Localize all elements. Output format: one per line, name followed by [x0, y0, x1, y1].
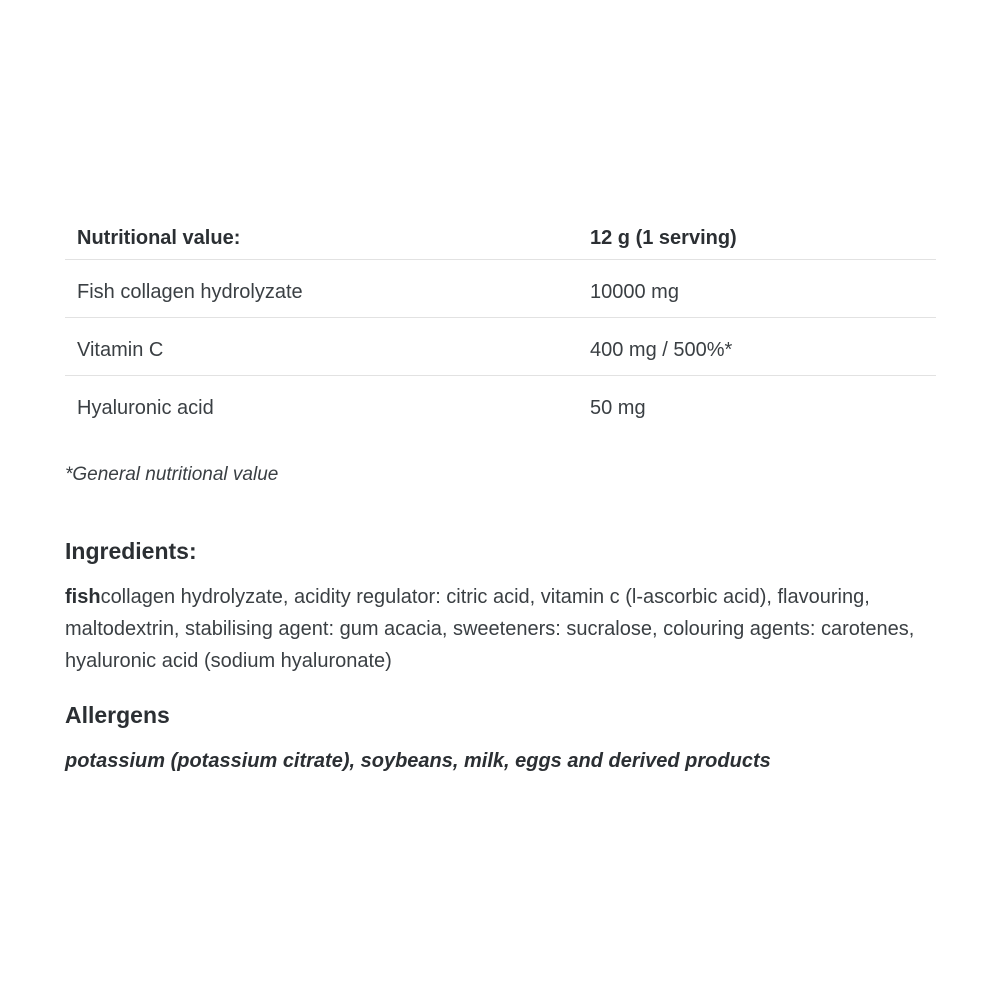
nutrition-table-header-label: Nutritional value: [65, 226, 578, 260]
nutrient-amount: 10000 mg [578, 260, 936, 318]
nutrition-table-header-value: 12 g (1 serving) [578, 226, 936, 260]
table-row [65, 260, 936, 318]
ingredients-text [65, 581, 927, 677]
ingredients-bold-prefix: fish [65, 586, 101, 608]
allergens-heading: Allergens [65, 702, 170, 728]
nutrient-amount: 400 mg / 500%* [578, 318, 936, 376]
general-nutritional-value-footnote: *General nutritional value [65, 464, 279, 485]
nutrition-table [65, 226, 936, 433]
nutrient-amount: 50 mg [590, 397, 646, 419]
nutrient-name: Vitamin C [65, 318, 578, 376]
table-row [65, 376, 936, 434]
nutrition-table-header-row [65, 226, 936, 260]
allergens-text: potassium (potassium citrate), soybeans, milk, eggs and derived products [65, 750, 771, 772]
table-row [65, 318, 936, 376]
ingredients-heading: Ingredients: [65, 538, 197, 564]
nutrient-name: Hyaluronic acid [77, 397, 214, 419]
ingredients-body: collagen hydrolyzate, acidity regulator: citric acid, vitamin c (l-ascorbic acid), flavouring, maltodextrin, stabilising agent: gum acacia, sweeteners: sucralose, colouring agents: carotenes, hyaluronic acid (sodium hyaluronate) [65, 586, 915, 672]
nutrient-name: Fish collagen hydrolyzate [65, 260, 578, 318]
